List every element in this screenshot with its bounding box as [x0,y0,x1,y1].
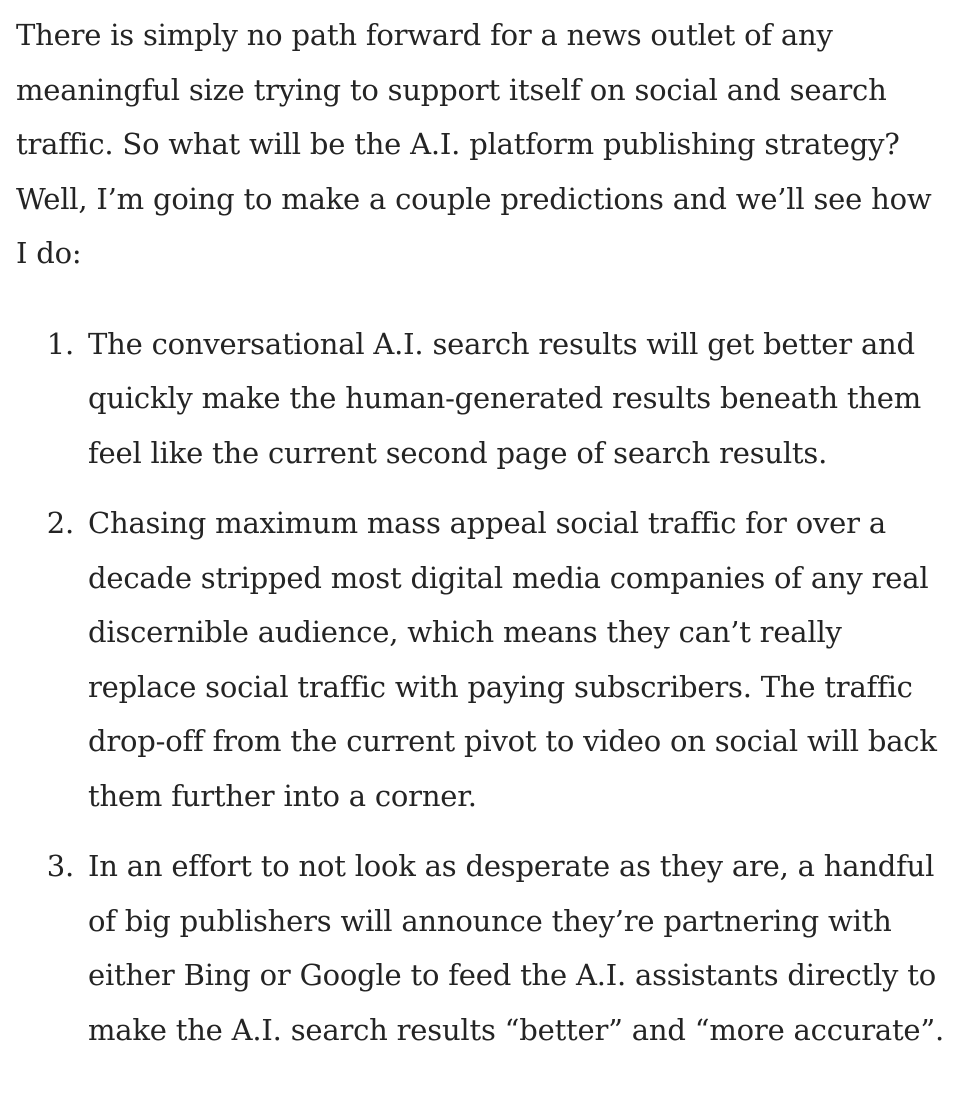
prediction-text: Chasing maximum mass appeal social traffic for over a decade stripped most digital media companies of any real discernible audience, which means they can’t really replace social traffic with paying subscribers. The traffic drop-off from the current pivot to video on social will back them further into a corner. [88,506,937,813]
article-excerpt [16,8,951,1073]
prediction-number: 3. [46,849,74,883]
prediction-number: 1. [46,326,74,361]
intro-paragraph: There is simply no path forward for a news outlet of any meaningful size trying to support itself on social and search traffic. So what will be the A.I. platform publishing strategy? Well, I’m going to make a couple predictions and we’ll see how I do: [16,18,932,270]
prediction-text: In an effort to not look as desperate as they are, a handful of big publishers will announce they’re partnering with either Bing or Google to feed the A.I. assistants directly to make the A.I. search results “better” and “more accurate”. [88,849,945,1047]
prediction-item [16,317,951,481]
prediction-item [16,496,951,823]
prediction-number: 2. [46,506,74,540]
prediction-item [16,839,951,1057]
prediction-text: The conversational A.I. search results will get better and quickly make the human-generated results beneath them feel like the current second page of search results. [88,326,922,470]
predictions-list [16,317,951,1058]
